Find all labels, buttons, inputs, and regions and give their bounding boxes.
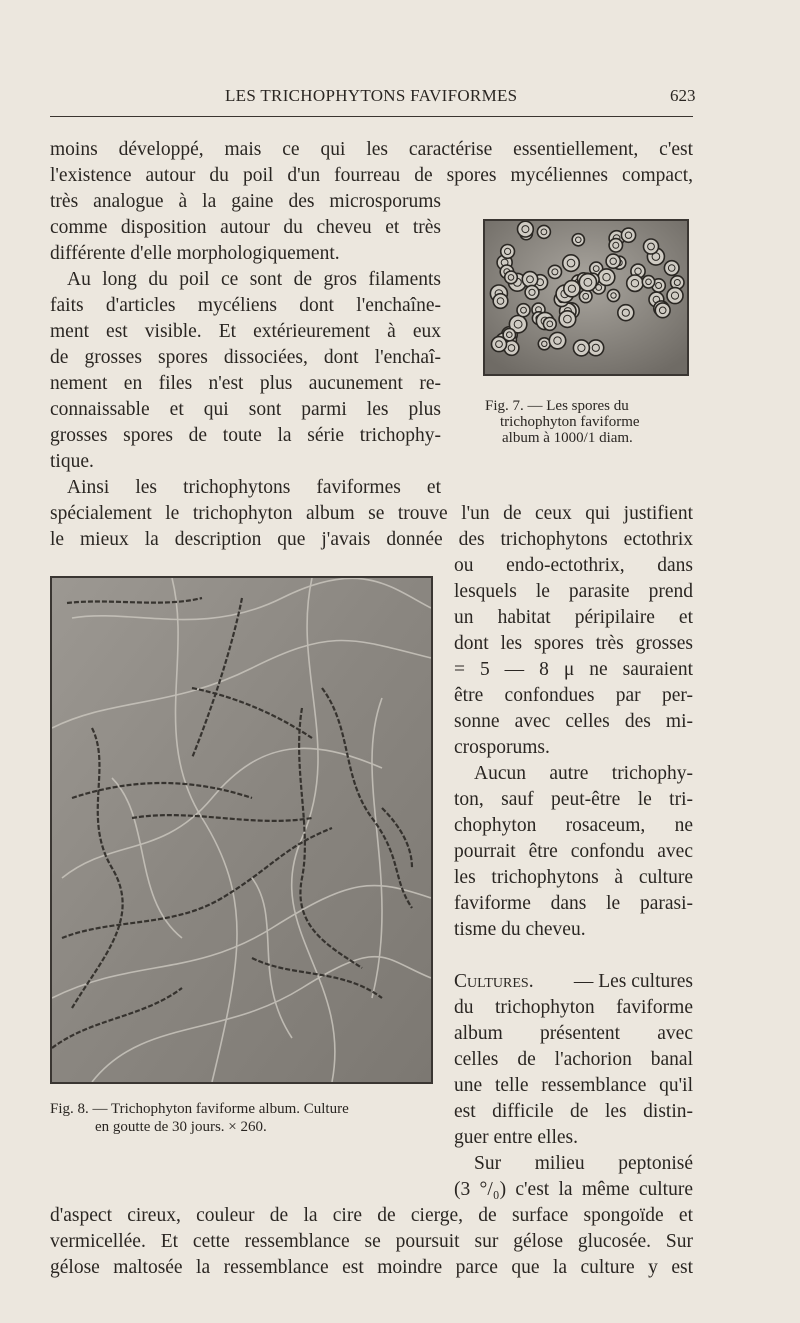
- spore-shape: [579, 290, 592, 303]
- text-line: (3 °/₀) c'est la même culture: [454, 1179, 693, 1200]
- text-line: de grosses spores dissociées, dont l'enchaî-: [50, 347, 441, 368]
- spore-shape: [667, 288, 683, 304]
- spore-shape: [548, 265, 561, 278]
- text-line: faviforme dans le parasi-: [454, 893, 693, 914]
- cultures-line: [454, 970, 693, 994]
- figure-8-caption-line: Fig. 8. — Trichophyton faviforme album. Culture: [50, 1101, 349, 1117]
- text-line: guer entre elles.: [454, 1127, 578, 1148]
- spore-shape: [579, 274, 596, 291]
- spore-shape: [559, 311, 576, 328]
- spore-shape: [517, 304, 530, 317]
- spore-shape: [618, 305, 634, 321]
- text-line: du trichophyton faviforme: [454, 997, 693, 1018]
- text-line: est difficile de les distin-: [454, 1101, 693, 1122]
- figure-7-caption-line: Fig. 7. — Les spores du: [485, 398, 629, 414]
- spore-shape: [538, 338, 550, 350]
- text-line: ment est visible. Et extérieurement à eux: [50, 321, 441, 342]
- text-line: d'aspect cireux, couleur de la cire de cierge, de surface spongoïde et: [50, 1205, 693, 1226]
- text-line: tique.: [50, 451, 94, 472]
- text-line: lesquels le parasite prend: [454, 581, 693, 602]
- text-line: Ainsi les trichophytons faviformes et: [67, 477, 441, 498]
- spore-shape: [644, 239, 659, 254]
- text-line: Aucun autre trichophy-: [474, 763, 693, 784]
- spore-shape: [607, 289, 619, 301]
- text-line: comme disposition autour du cheveu et très: [50, 217, 441, 238]
- text-line: crosporums.: [454, 737, 550, 758]
- spore-shape: [549, 332, 565, 348]
- spore-shape: [627, 275, 643, 291]
- spore-shape: [606, 254, 620, 268]
- text-line: pourrait être confondu avec: [454, 841, 693, 862]
- page-number: 623: [670, 86, 696, 105]
- text-line: chophyton rosaceum, ne: [454, 815, 693, 836]
- cultures-heading: Cultures.: [454, 971, 534, 992]
- text-line: celles de l'achorion banal: [454, 1049, 693, 1070]
- figure-8-culture-image: [50, 576, 433, 1084]
- spore-shape: [642, 276, 654, 288]
- text-line: sonne avec celles des mi-: [454, 711, 693, 732]
- text-line: faits d'articles mycéliens dont l'enchaîne-: [50, 295, 441, 316]
- text-line: nement en files n'est plus aucunement re-: [50, 373, 441, 394]
- text-line: connaissable et qui sont parmi les plus: [50, 399, 441, 420]
- spore-shape: [518, 221, 534, 237]
- text-line: spécialement le trichophyton album se trouve l'un de ceux qui justifient: [50, 503, 693, 524]
- text-line: un habitat péripilaire et: [454, 607, 693, 628]
- spore-shape: [505, 271, 518, 284]
- text-line: être confondues par per-: [454, 685, 693, 706]
- spore-shape: [522, 272, 537, 287]
- spore-shape: [501, 245, 515, 259]
- text-line: l'existence autour du poil d'un fourreau de spores mycéliennes compact,: [50, 165, 693, 186]
- spore-shape: [537, 225, 550, 238]
- text-line: ton, sauf peut-être le tri-: [454, 789, 693, 810]
- text-line: très analogue à la gaine des microsporums: [50, 191, 441, 212]
- spore-shape: [525, 285, 539, 299]
- spore-shape: [573, 340, 589, 356]
- spore-shape: [492, 337, 507, 352]
- spore-shape: [588, 340, 604, 356]
- spore-shape: [609, 239, 622, 252]
- text-line: vermicellée. Et cette ressemblance se poursuit sur gélose glucosée. Sur: [50, 1231, 693, 1252]
- header-rule: [50, 116, 693, 117]
- text-line: album présentent avec: [454, 1023, 693, 1044]
- text-line: grosses spores de toute la série trichophy-: [50, 425, 441, 446]
- running-header-title: LES TRICHOPHYTONS FAVIFORMES: [225, 86, 518, 105]
- spore-shape: [664, 261, 679, 276]
- text-line: tisme du cheveu.: [454, 919, 586, 940]
- figure-8-caption-line: en goutte de 30 jours. × 260.: [95, 1119, 267, 1135]
- text-line: les trichophytons à culture: [454, 867, 693, 888]
- text-line: Au long du poil ce sont de gros filaments: [67, 269, 441, 290]
- spore-shape: [598, 269, 615, 286]
- text-span: — Les cultures: [573, 971, 693, 992]
- figure-7-caption-line: album à 1000/1 diam.: [502, 430, 633, 446]
- spore-shape: [572, 234, 584, 246]
- text-line: une telle ressemblance qu'il: [454, 1075, 693, 1096]
- text-line: le mieux la description que j'avais donnée des trichophytons ectothrix: [50, 529, 693, 550]
- spore-shape: [621, 228, 635, 242]
- spore-shape: [564, 281, 580, 297]
- spore-shape: [493, 294, 508, 309]
- text-line: ou endo-ectothrix, dans: [454, 555, 693, 576]
- text-line: Sur milieu peptonisé: [474, 1153, 693, 1174]
- spore-shape: [543, 318, 556, 331]
- text-line: dont les spores très grosses: [454, 633, 693, 654]
- spore-shape: [655, 303, 670, 318]
- text-line: gélose maltosée la ressemblance est moindre parce que la culture y est: [50, 1257, 693, 1278]
- figure-7-spores-image: [483, 219, 689, 376]
- text-line: moins développé, mais ce qui les caractérise essentiellement, c'est: [50, 139, 693, 160]
- text-line: différente d'elle morphologiquement.: [50, 243, 340, 264]
- text-line: = 5 — 8 μ ne sauraient: [454, 659, 693, 680]
- figure-7-caption-line: trichophyton faviforme: [500, 414, 640, 430]
- spore-shape: [563, 255, 580, 272]
